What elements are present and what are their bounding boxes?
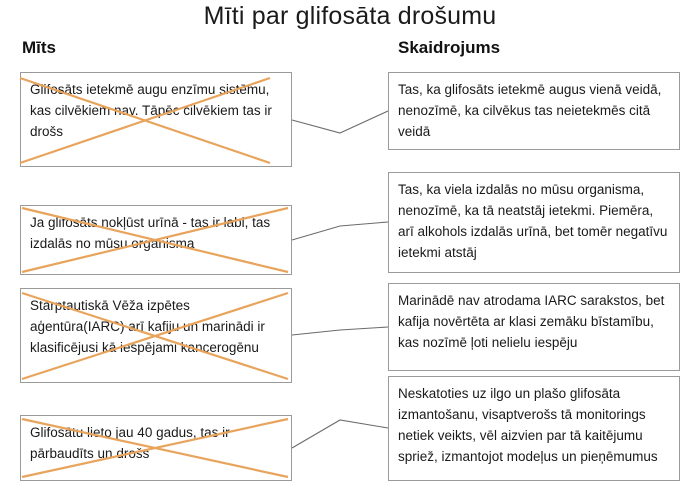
page-title: Mīti par glifosāta drošumu [203,2,497,30]
connector-lines [292,111,388,448]
explanation-box-2: Tas, ka viela izdalās no mūsu organisma, nenozīmē, ka tā neatstāj ietekmi. Piemēra, arī alkohols izdalās urīnā, bet tomēr negatīvu ietekmi atstāj [388,172,680,273]
myth-box-3: Starptautiskā Vēža izpētes aģentūra(IARC) arī kafiju un marinādi ir klasificējusi kā iespējami kancerogēnu [20,288,292,383]
explanation-box-4: Neskatoties uz ilgo un plašo glifosāta izmantošanu, visaptverošs tā monitorings netiek veikts, vēl aizvien par tā kaitējumu spriež, izmantojot modeļus un pieņēmumus [388,376,680,481]
explanation-box-3: Marinādē nav atrodama IARC sarakstos, bet kafija novērtēta ar klasi zemāku bīstamību, kas nozīmē ļoti nelielu iespēju [388,283,680,371]
myth-box-4: Glifosātu lieto jau 40 gadus, tas ir pārbaudīts un drošs [20,415,292,481]
column-header-myth: Mīts [22,38,56,57]
myth-box-1: Glifosāts ietekmē augu enzīmu sistēmu, kas cilvēkiem nav. Tāpēc cilvēkiem tas ir drošs [20,72,292,167]
explanation-box-1: Tas, ka glifosāts ietekmē augus vienā veidā, nenozīmē, ka cilvēkus tas neietekmēs citā veidā [388,72,680,150]
column-header-explanation: Skaidrojums [398,38,501,57]
myth-box-2: Ja glifosāts nokļūst urīnā - tas ir labi, tas izdalās no mūsu organisma [20,205,292,275]
